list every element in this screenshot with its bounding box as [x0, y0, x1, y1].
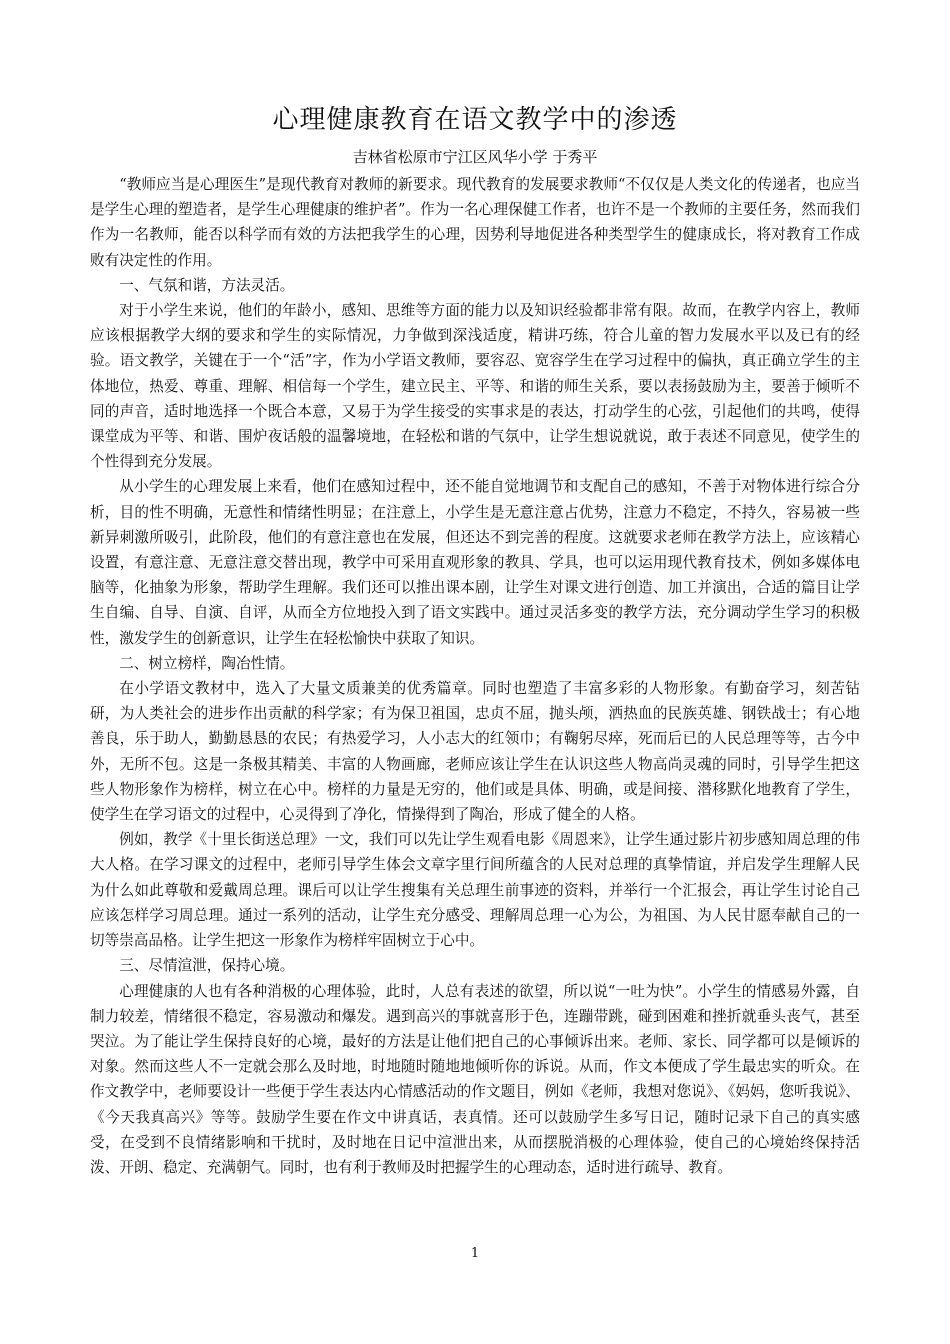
document-body: [90, 172, 860, 1180]
paragraph-intro: “教师应当是心理医生”是现代教育对教师的新要求。现代教育的发展要求教师“不仅仅是人类文化的传递者，也应当是学生心理的塑造者，是学生心理健康的维护者”。作为一名心理保健工作者，也许不是一个教师的主要任务，然而我们作为一名教师，能否以科学而有效的方法把我学生的心理，因势利导地促进各种类型学生的健康成长，将对教育工作成败有决定性的作用。: [90, 176, 860, 269]
section-heading-2: 二、树立榜样，陶冶性情。: [119, 654, 295, 672]
paragraph: 例如，教学《十里长街送总理》一文，我们可以先让学生观看电影《周恩来》，让学生通过影片初步感知周总理的伟大人格。在学习课文的过程中，老师引导学生体会文章字里行间所蕴含的人民对总理的真挚情谊，并启发学生理解人民为什么如此尊敬和爱戴周总理。课后可以让学生搜集有关总理生前事迹的资料，并举行一个汇报会，再让学生讨论自己应该怎样学习周总理。通过一系列的活动，让学生充分感受、理解周总理一心为公，为祖国、为人民甘愿奉献自己的一切等崇高品格。让学生把这一形象作为榜样牢固树立于心中。: [90, 831, 860, 950]
author-line: 吉林省松原市宁江区风华小学 于秀平: [352, 148, 598, 166]
paragraph: 对于小学生来说，他们的年龄小，感知、思维等方面的能力以及知识经验都非常有限。故而，在教学内容上，教师应该根据教学大纲的要求和学生的实际情况，力争做到深浅适度，精讲巧练，符合儿童的智力发展水平以及已有的经验。语文教学，关键在于一个“活”字，作为小学语文教师，要容忍、宽容学生在学习过程中的偏执，真正确立学生的主体地位，热爱、尊重、理解、相信每一个学生，建立民主、平等、和谐的师生关系，要以表扬鼓励为主，要善于倾听不同的声音，适时地选择一个既合本意，又易于为学生接受的实事求是的表达，打动学生的心弦，引起他们的共鸣，使得课堂成为平等、和谐、围炉夜话般的温馨境地，在轻松和谐的气氛中，让学生想说就说，敢于表述不同意见，使学生的个性得到充分发展。: [90, 302, 860, 471]
paragraph: 心理健康的人也有各种消极的心理体验，此时，人总有表述的欲望，所以说“一吐为快”。小学生的情感易外露，自制力较差，情绪很不稳定，容易激动和爆发。遇到高兴的事就喜形于色，连蹦带跳，碰到困难和挫折就垂头丧气，甚至哭泣。为了能让学生保持良好的心境，最好的方法是让他们把自己的心事倾诉出来。老师、家长、同学都可以是倾诉的对象。然而这些人不一定就会那么及时地，时地随时随地地倾听你的诉说。从而，作文本便成了学生最忠实的听众。在作文教学中，老师要设计一些便于学生表达内心情感活动的作文题目，例如《老师，我想对您说》、《妈妈，您听我说》、《今天我真高兴》等等。鼓励学生要在作文中讲真话，表真情。还可以鼓励学生多写日记，随时记录下自己的真实感受，在受到不良情绪影响和干扰时，及时地在日记中渲泄出来，从而摆脱消极的心理体验，使自己的心境始终保持活泼、开朗、稳定、充满朝气。同时，也有利于教师及时把握学生的心理动态，适时进行疏导、教育。: [90, 982, 860, 1176]
paragraph: 从小学生的心理发展上来看，他们在感知过程中，还不能自觉地调节和支配自己的感知，不善于对物体进行综合分析，目的性不明确，无意性和情绪性明显；在注意上，小学生是无意注意占优势，注意力不稳定，不持久，容易被一些新异刺激所吸引，此阶段，他们的有意注意也在发展，但还达不到完善的程度。这就要求老师在教学方法上，应该精心设置，有意注意、无意注意交替出现，教学中可采用直观形象的教具、学具，也可以运用现代教育技术，例如多媒体电脑等，化抽象为形象，帮助学生理解。我们还可以推出课本剧，让学生对课文进行创造、加工并演出，合适的篇目让学生自编、自导、自演、自评，从而全方位地投入到了语文实践中。通过灵活多变的教学方法，充分调动学生学习的积极性，激发学生的创新意识，让学生在轻松愉快中获取了知识。: [90, 478, 860, 647]
section-heading-1: 一、气氛和谐，方法灵活。: [119, 276, 295, 294]
page-number: 1: [470, 1246, 480, 1261]
section-heading-3: 三、尽情渲泄，保持心境。: [119, 957, 295, 975]
document-title: 心理健康教育在语文教学中的渗透: [272, 105, 678, 135]
paragraph: 在小学语文教材中，选入了大量文质兼美的优秀篇章。同时也塑造了丰富多彩的人物形象。有勤奋学习，刻苦钻研，为人类社会的进步作出贡献的科学家；有为保卫祖国，忠贞不屈，抛头颅，洒热血的民族英雄、钢铁战士；有心地善良，乐于助人，勤勤恳恳的农民；有热爱学习，人小志大的红领巾；有鞠躬尽瘁，死而后已的人民总理等等，古今中外，无所不包。这是一条极其精美、丰富的人物画廊，老师应该让学生在认识这些人物高尚灵魂的同时，引导学生把这些人物形象作为榜样，树立在心中。榜样的力量是无穷的，他们或是具体、明确，或是间接、潜移默化地教育了学生，使学生在学习语文的过程中，心灵得到了净化，情操得到了陶冶，形成了健全的人格。: [90, 680, 860, 824]
